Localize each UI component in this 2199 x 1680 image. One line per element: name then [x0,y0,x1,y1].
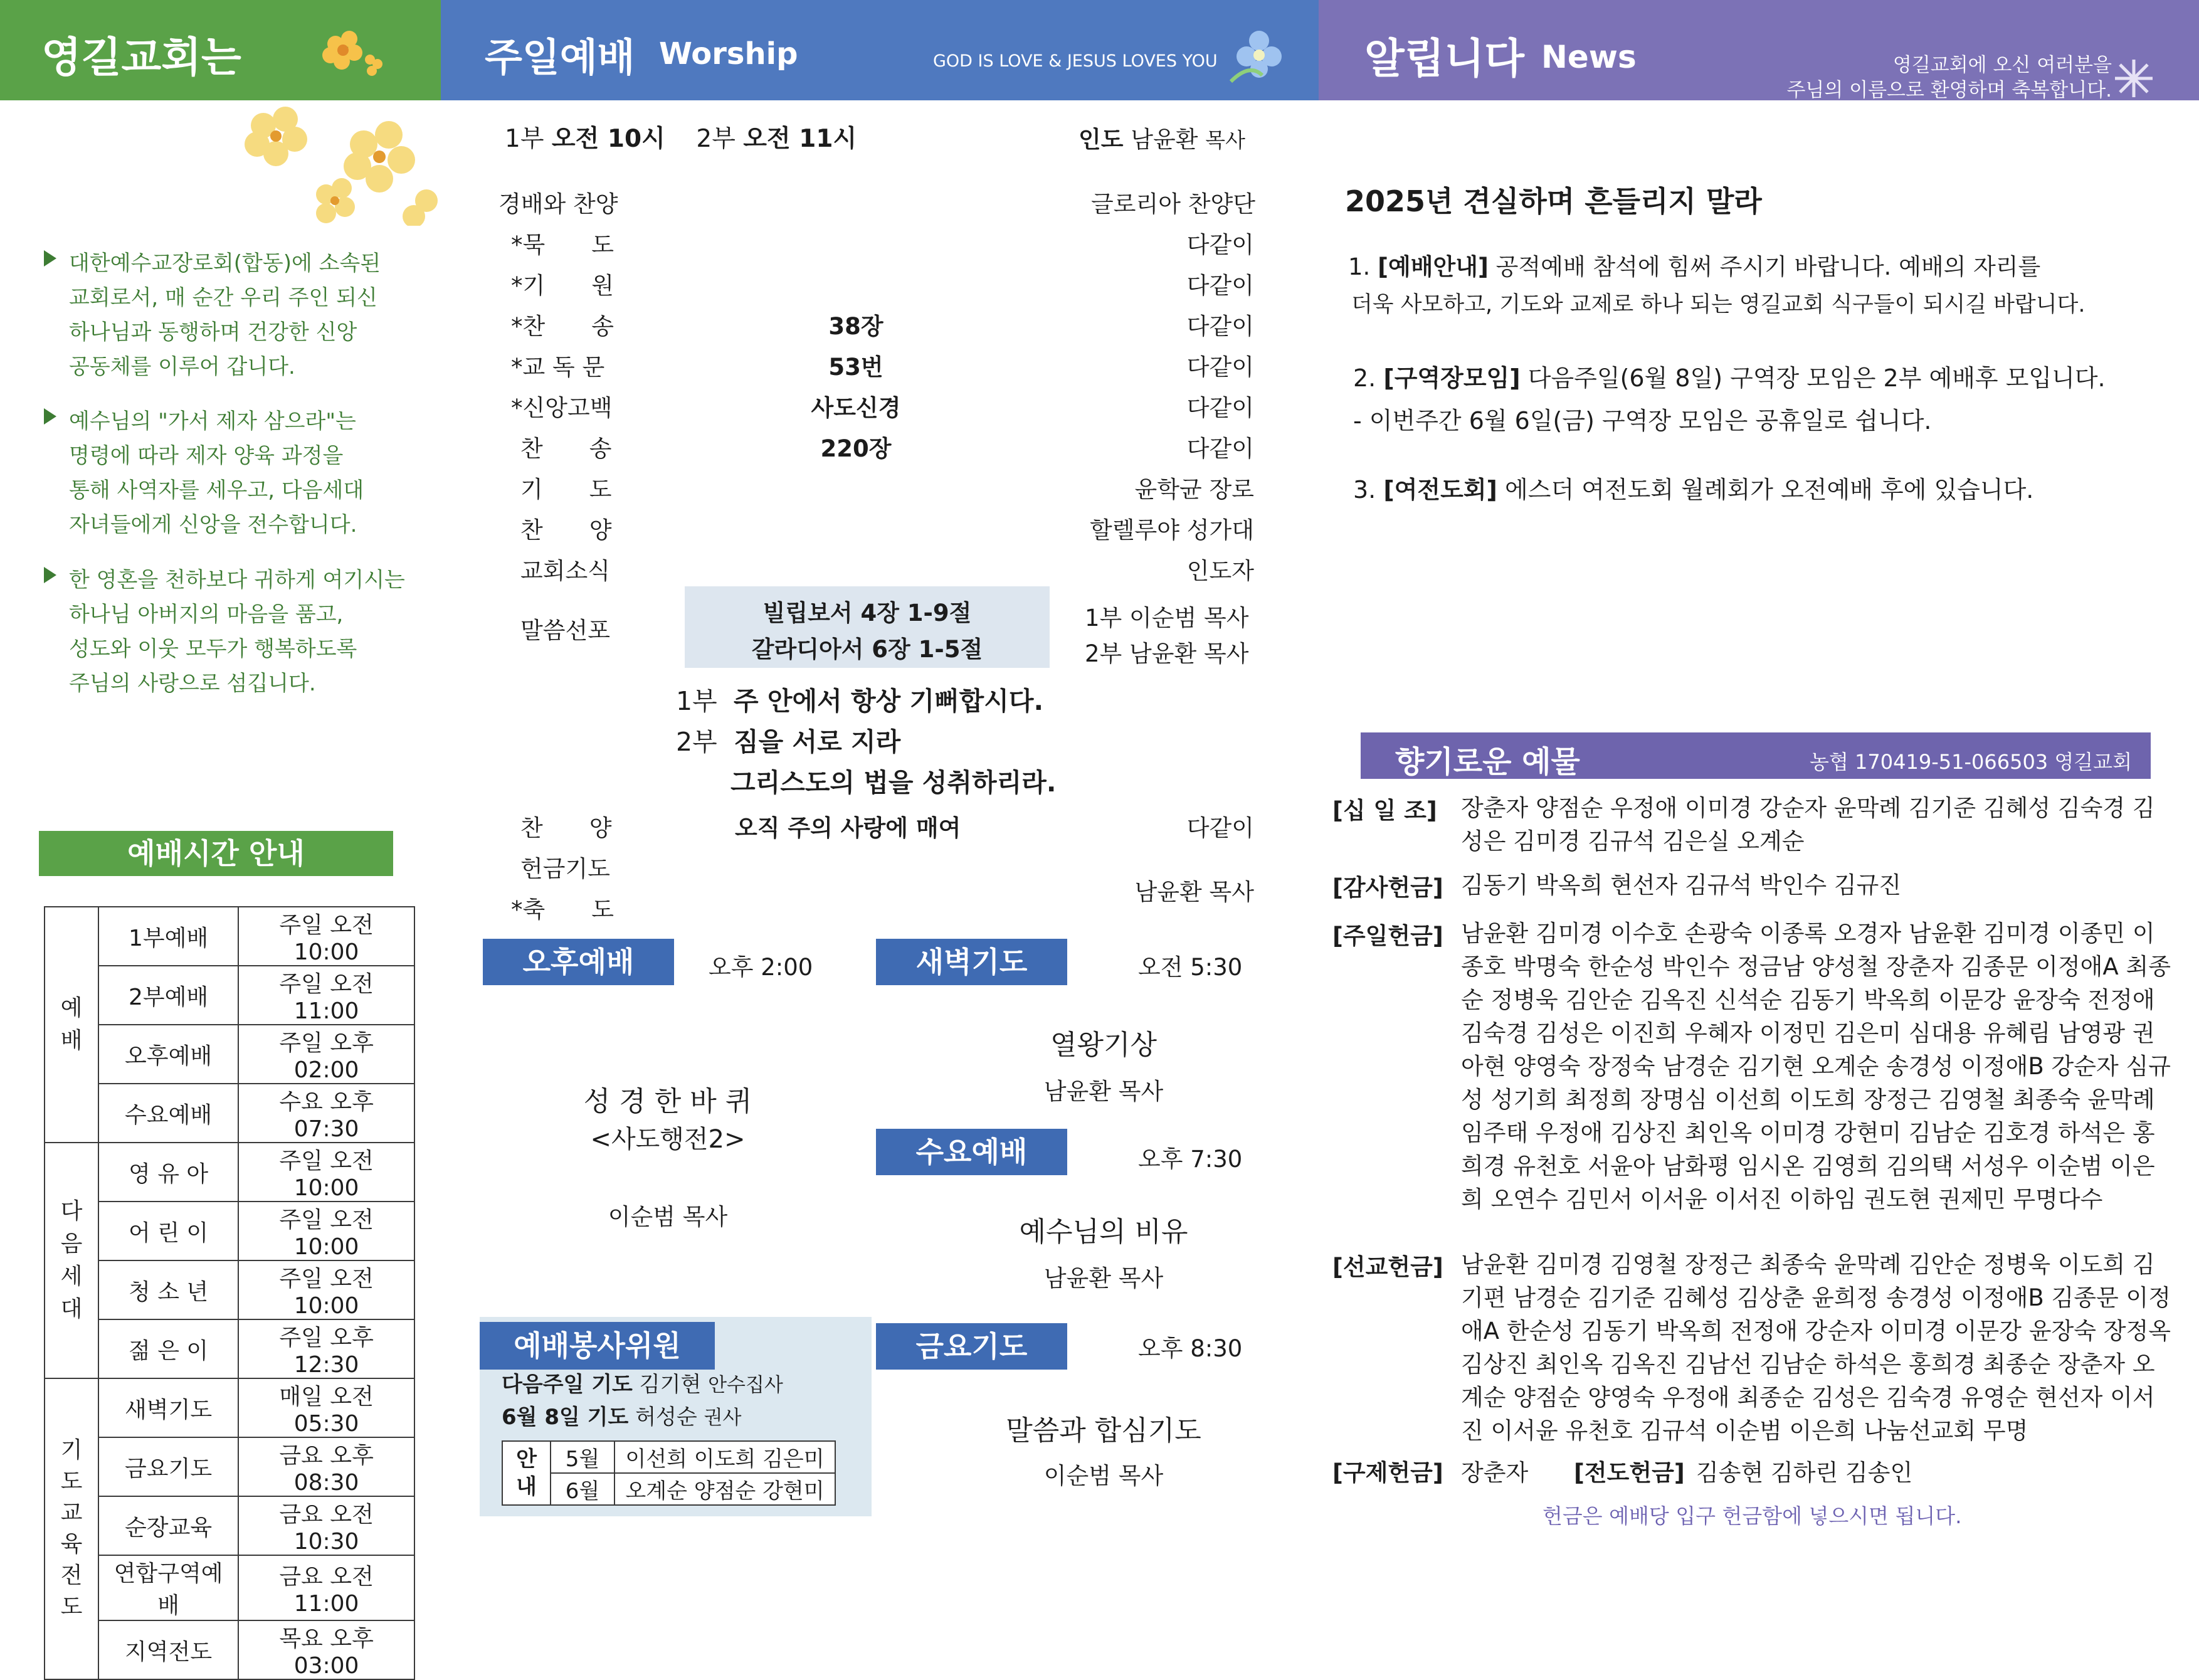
order-by: 인도자 [1186,557,1254,584]
committee-label: 예배봉사위원 [480,1322,715,1370]
header-right [1319,0,2199,100]
order-item: 기 도 [520,476,612,503]
news-item-3 [1353,470,2033,505]
usher-table [502,1440,836,1506]
table-row [45,1025,414,1084]
intro-line: 하나님 아버지의 마음을 품고, [69,602,344,627]
dawn-label: 새벽기도 [876,939,1067,985]
welcome-line-2: 주님의 이름으로 환영하며 축복합니다. [1786,79,2112,102]
offering-title: 향기로운 예물 [1395,744,1580,779]
evangel-tag: [전도헌금] [1574,1459,1685,1486]
arrow-bullet-icon [44,567,56,583]
intro-bullet-2 [44,404,420,542]
service-time: 주일 오전 11:00 [238,966,414,1025]
order-by: 다같이 [1186,354,1254,381]
afternoon-subtitle: <사도행전2> [590,1125,746,1154]
arrow-bullet-icon [44,408,56,425]
news-text: 에스더 여전도회 월례회가 오전예배 후에 있습니다. [1505,476,2034,504]
usher-label: 안내 [502,1441,551,1505]
service-time: 수요 오후 07:30 [238,1084,414,1143]
order-item: 찬 송 [520,435,612,462]
group-label-worship: 예 배 [45,907,98,1143]
order-item: *묵 도 [511,231,614,258]
intro-bullet-3 [44,563,420,701]
intro-line: 성도와 이웃 모두가 행복하도록 [69,637,357,662]
group-label-prayer-education: 기 도 교 육 전 도 [45,1378,98,1679]
offering-tag: [십 일 조] [1332,797,1437,824]
news-text: 다음주일(6월 8일) 구역장 모임은 2부 예배후 모입니다. [1527,364,2106,392]
relief-tag: [구제헌금] [1332,1459,1443,1486]
sermon-title-2-label: 2부 [676,727,717,757]
snowflake-icon [2112,56,2156,100]
preacher-2: 2부 남윤환 목사 [1085,640,1249,667]
usher-names: 오계순 양점순 강현미 [614,1473,835,1505]
sermon-title-2a: 짐을 서로 지라 [734,727,901,757]
offering-header [1361,732,2151,779]
service-time: 주일 오전 10:00 [238,907,414,966]
intro-line: 한 영혼을 천하보다 귀하게 여기시는 [69,568,405,593]
service-time: 매일 오전 05:30 [238,1378,414,1437]
order-item: *축 도 [511,896,614,923]
usher-month: 6월 [551,1473,614,1505]
service-time: 주일 오전 10:00 [238,1202,414,1260]
worship-title: 주일예배 [485,34,635,80]
preacher-1: 1부 이순범 목사 [1085,605,1249,631]
intro-line: 교회로서, 매 순간 우리 주인 되신 [69,285,377,310]
sermon-title-2b: 그리스도의 법을 성취하리라. [730,768,1057,798]
committee-line-2-head: 6월 8일 기도 [502,1405,629,1430]
order-by: 다같이 [1186,272,1254,299]
wednesday-title: 예수님의 비유 [1019,1216,1188,1248]
intro-bullet-1 [44,246,420,384]
offering-names: 김동기 박옥희 현선자 김규석 박인수 김규진 [1461,872,1902,899]
order-by: 다같이 [1186,815,1254,842]
order-content: 38장 [828,313,883,340]
committee-line-1-head: 다음주일 기도 [502,1372,633,1397]
committee-line-2 [502,1400,741,1430]
order-item: *교 독 문 [511,354,605,381]
schedule-table [44,906,415,1680]
order-item: 경배와 찬양 [498,191,618,218]
service-name: 연합구역예배 [98,1555,238,1620]
offering-account: 농협 170419-51-066503 영길교회 [1810,750,2132,774]
order-item: 찬 양 [520,517,612,544]
intro-line: 명령에 따라 제자 양육 과정을 [69,443,344,468]
service-name: 청 소 년 [98,1260,238,1319]
intro-line: 하나님과 동행하며 건강한 신앙 [69,320,357,345]
scripture-box [685,586,1050,668]
news-tag: [여전도회] [1383,476,1497,504]
leader-title: 목사 [1205,128,1246,152]
order-content: 사도신경 [811,394,901,421]
order-by: 다같이 [1186,313,1254,340]
table-row [45,1143,414,1202]
service-time: 주일 오후 12:30 [238,1319,414,1378]
worship-motto: GOD IS LOVE & JESUS LOVES YOU [933,51,1218,71]
service-name: 새벽기도 [98,1378,238,1437]
flower-icon [317,25,386,82]
news-title: 알립니다 [1364,34,1525,83]
order-content: 220장 [820,435,892,462]
intro-line: 예수님의 "가서 제자 삼으라"는 [69,409,356,434]
dawn-title: 열왕기상 [1050,1029,1157,1061]
service-name: 1부예배 [98,907,238,966]
worship-leader [1078,120,1245,154]
service-name: 젊 은 이 [98,1319,238,1378]
order-by: 할렐루야 성가대 [1090,517,1254,544]
sermon-title-1: 주 안에서 항상 기뻐합시다. [734,686,1044,716]
leader-name: 남윤환 [1131,126,1198,153]
news-num: 3. [1353,476,1376,504]
news-num: 2. [1353,364,1376,392]
service-time: 목요 오후 03:00 [238,1620,414,1679]
news-tag: [구역장모임] [1383,364,1521,392]
schedule-title: 예배시간 안내 [39,831,393,876]
wednesday-label: 수요예배 [876,1129,1067,1175]
friday-label: 금요기도 [876,1323,1067,1370]
order-item: *찬 송 [511,313,614,340]
order-by: 윤학균 장로 [1134,476,1254,503]
offering-tag: [선교헌금] [1332,1254,1443,1281]
service1-time: 오전 10시 [551,125,665,153]
afternoon-label: 오후예배 [483,939,674,985]
dawn-time: 오전 5:30 [1138,954,1243,981]
evangel-names: 김송현 김하린 김송인 [1696,1459,1913,1486]
table-row [45,1437,414,1496]
committee-line-1-name: 김기현 [639,1372,702,1397]
afternoon-title: 성 경 한 바 퀴 [583,1086,752,1117]
table-row [45,1084,414,1143]
order-item: 찬 양 [520,815,612,842]
order-by: 다같이 [1186,394,1254,421]
order-by: 다같이 [1186,231,1254,258]
table-row [502,1473,835,1505]
news-item-1-extra: 더욱 사모하고, 기도와 교제로 하나 되는 영길교회 식구들이 되시길 바랍니다. [1351,292,2086,317]
service-name: 영 유 아 [98,1143,238,1202]
order-item: *기 원 [511,272,614,299]
intro-line: 통해 사역자를 세우고, 다음세대 [69,478,364,503]
offering-names: 남윤환 김미경 이수호 손광숙 이종록 오경자 남윤환 김미경 이종민 이종호 박명숙 한순성 박인수 정금남 양성철 장춘자 김종문 이정애A 최종순 정병욱 김안순 김옥진 신석순 김동기 박옥희 이문강 윤장숙 전정애 김숙경 김성은 이진희 우혜자 이정민 김은미 심대용 유혜림 남영광 권아현 양영숙 장정숙 남경순 김기현 오계순 송경성 이정애B 강순자 심규성 성기희 최정희 장명심 이선희 이도희 장정근 김영철 최종숙 윤막례 임주태 우정애 김상진 최인옥 이미경 강현미 김남순 김호경 하석은 홍희경 유천호 서윤아 남화평 임시온 김영희 김의택 서성우 이순범 이은희 오연수 김민서 이서윤 이서진 이하임 권도현 권제민 무명다수 [1461,920,2171,1213]
order-item: *신앙고백 [511,394,613,421]
intro-line: 자녀들에게 신앙을 전수합니다. [69,512,357,537]
service-time: 금요 오후 08:30 [238,1437,414,1496]
service-time: 주일 오전 10:00 [238,1143,414,1202]
news-num: 1. [1348,253,1371,280]
news-title-en: News [1541,39,1637,75]
welcome-line-1: 영길교회에 오신 여러분을 [1892,54,2112,77]
order-by: 남윤환 목사 [1134,879,1254,906]
order-by: 다같이 [1186,435,1254,462]
yellow-flowers-decoration [226,100,439,226]
committee-line-2-name: 허성순 [635,1405,697,1430]
service2-time: 오전 11시 [743,125,857,153]
arrow-bullet-icon [44,250,56,267]
sermon-label: 말씀선포 [520,617,610,644]
service2-label: 2부 [696,125,736,153]
news-text: 공적예배 참석에 힘써 주시기 바랍니다. 예배의 자리를 [1495,253,2041,280]
news-item-1 [1348,248,2040,282]
header-left [0,0,441,100]
blue-flower-icon [1225,19,1294,88]
table-row [45,966,414,1025]
intro-line: 공동체를 이루어 갑니다. [69,354,295,379]
relief-names: 장춘자 [1461,1459,1529,1486]
service-name: 수요예배 [98,1084,238,1143]
sermon-title-1-label: 1부 [676,686,717,716]
intro-line: 주님의 사랑으로 섬깁니다. [69,671,316,696]
church-intro-title: 영길교회는 [41,33,241,82]
service-time: 주일 오후 02:00 [238,1025,414,1084]
order-content: 53번 [828,354,883,381]
afternoon-speaker: 이순범 목사 [608,1203,728,1230]
service-name: 금요기도 [98,1437,238,1496]
service-name: 2부예배 [98,966,238,1025]
group-label-next-generation: 다 음 세 대 [45,1143,98,1378]
table-row [45,1202,414,1260]
news-item-2-extra: - 이번주간 6월 6일(금) 구역장 모임은 공휴일로 쉽니다. [1353,407,1932,435]
wednesday-time: 오후 7:30 [1138,1146,1243,1173]
service-times-line [505,119,857,154]
intro-line: 대한예수교장로회(합동)에 소속된 [69,251,381,276]
service-name: 지역전도 [98,1620,238,1679]
service-name: 오후예배 [98,1025,238,1084]
table-row [45,1555,414,1620]
table-row [45,1260,414,1319]
order-item: 헌금기도 [520,855,610,882]
table-row [502,1441,835,1473]
service-name: 어 린 이 [98,1202,238,1260]
wednesday-speaker: 남윤환 목사 [1043,1265,1164,1292]
order-by: 글로리아 찬양단 [1091,191,1255,218]
dawn-speaker: 남윤환 목사 [1043,1078,1164,1105]
usher-month: 5월 [551,1441,614,1473]
table-row [45,907,414,966]
friday-title: 말씀과 합심기도 [1006,1415,1201,1447]
friday-speaker: 이순범 목사 [1043,1462,1164,1489]
offering-footer: 헌금은 예배당 입구 헌금함에 넣으시면 됩니다. [1542,1504,1962,1528]
service-name: 순장교육 [98,1496,238,1555]
service1-label: 1부 [505,125,544,153]
news-item-2 [1353,359,2106,393]
news-tag: [예배안내] [1378,253,1489,280]
worship-title-en: Worship [659,36,798,71]
service-time: 금요 오전 10:30 [238,1496,414,1555]
friday-time: 오후 8:30 [1138,1335,1243,1362]
offering-names: 남윤환 김미경 김영철 장정근 최종숙 윤막례 김안순 정병욱 이도희 김기편 남경순 김기준 김혜성 김상춘 윤희정 송경성 이정애B 김종문 이정애A 한순성 김동기 박옥희 전정애 강순자 이미경 이문강 윤장숙 장정옥 김상진 최인옥 김옥진 김남선 김남순 하석은 홍희경 최종순 장춘자 오계순 양점순 양영숙 우정애 최종순 김성은 김숙경 유영순 현선자 이서진 이서윤 유천호 김규석 이순범 이은희 나눔선교회 무명 [1461,1251,2171,1444]
leader-label: 인도 [1078,126,1124,153]
service-time: 금요 오전 11:00 [238,1555,414,1620]
scripture-1: 빌립보서 4장 1-9절 [762,600,972,626]
offering-tag: [감사헌금] [1332,874,1443,901]
order-item: 교회소식 [520,557,610,584]
header-center [441,0,1319,100]
committee-line-1 [502,1367,783,1398]
order-content: 오직 주의 사랑에 매여 [735,815,961,842]
service-time: 주일 오전 10:00 [238,1260,414,1319]
committee-line-2-title: 권사 [704,1407,742,1429]
offering-names: 장춘자 양점순 우정애 이미경 강순자 윤막례 김기준 김혜성 김숙경 김성은 김미경 김규석 김은실 오계순 [1461,795,2155,855]
table-row [45,1496,414,1555]
committee-line-1-title: 안수집사 [708,1374,783,1397]
table-row [45,1620,414,1679]
scripture-2: 갈라디아서 6장 1-5절 [751,636,983,663]
news-heading: 2025년 견실하며 흔들리지 말라 [1345,184,1762,218]
offering-tag: [주일헌금] [1332,922,1443,949]
table-row [45,1319,414,1378]
afternoon-time: 오후 2:00 [709,954,813,981]
usher-names: 이선희 이도희 김은미 [614,1441,835,1473]
table-row [45,1378,414,1437]
